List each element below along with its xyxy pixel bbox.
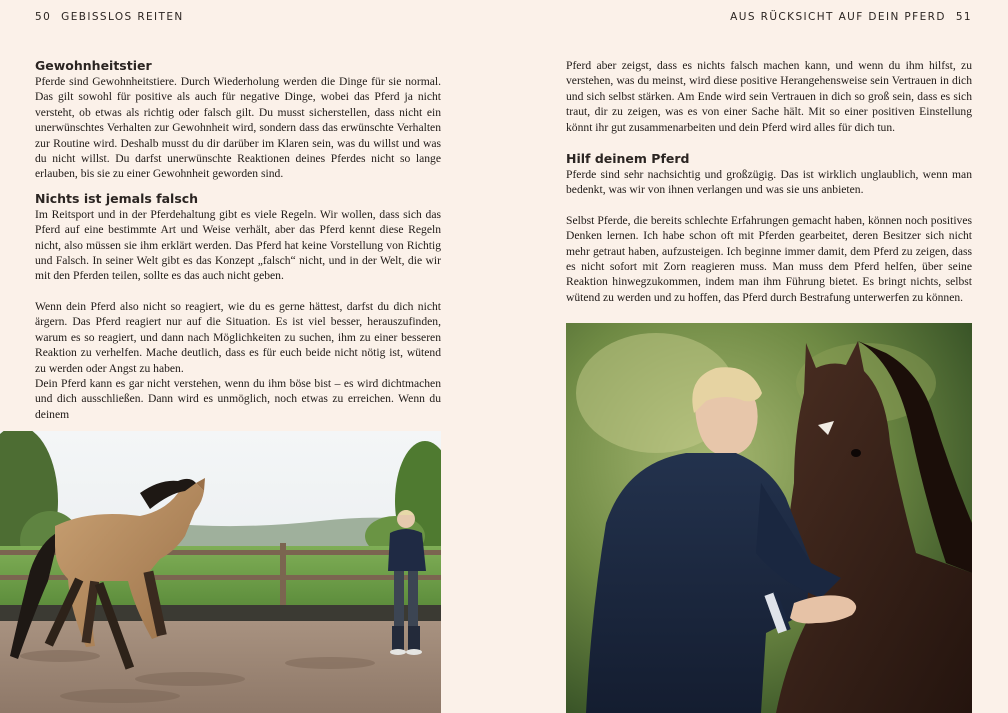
right-running-head: [730, 11, 972, 23]
paragraph: Wenn dein Pferd also nicht so reagiert, wie du es gerne hättest, darfst du dich nicht ärgern. Das Pferd reagiert nur auf die Situation. Es ist viel besser, herauszufinden, warum es so reagiert, und dann nach Möglichkeiten zu suchen, ihm zu einer besseren Reaktion zu verhelfen. Mache deutlich, dass es für euch beide nicht nötig ist, wütend zu werden oder Angst zu haben.: [35, 299, 441, 375]
section-heading-nichts-ist-jemals-falsch: Nichts ist jemals falsch: [35, 190, 199, 206]
left-running-title: GEBISSLOS REITEN: [61, 11, 184, 23]
paragraph: Pferde sind Gewohnheitstiere. Durch Wiederholung werden die Dinge für sie normal. Das gilt sowohl für positive als auch für negative Dinge, wobei das Pferd ja nicht versteht, ob etwas als richtig oder falsch gilt. Du musst sicherstellen, dass nicht ein unerwünschtes Verhalten zur Gewohnheit wird, sondern dass das erwünschte Verhalten zur Routine wird. Deshalb musst du dir darüber im Klaren sein, was du willst und was du nicht willst. Du darfst unerwünschte Reaktionen deines Pferdes nicht so lange erlauben, bis sie zu einer Gewohnheit geworden sind.: [35, 75, 441, 181]
photo-horse-in-arena: [0, 431, 441, 713]
paragraph: Pferde sind sehr nachsichtig und großzügig. Das ist wirklich unglaublich, wenn man bedenkt, was wir von ihnen verlangen und was sie uns anbieten.: [566, 168, 972, 197]
photo-rider-with-horse: [566, 323, 972, 713]
section-heading-gewohnheitstier: Gewohnheitstier: [35, 58, 152, 73]
section-heading-hilf-deinem-pferd: Hilf deinem Pferd: [566, 151, 690, 167]
paragraph: Pferd aber zeigst, dass es nichts falsch machen kann, und wenn du ihm hilfst, zu verstehen, was du meinst, wird diese positive Herangehensweise sein Vertrauen in dich und sich selbst stärken. Am Ende wird sein Vertrauen in dich so groß sein, dass es sich traut, dir zu zeigen, was es von einer Sache hält. Mit so einer positiven Einstellung könnt ihr gut zusammenarbeiten und dein Pferd wird alles für dich tun.: [566, 59, 972, 134]
paragraph: Dein Pferd kann es gar nicht verstehen, wenn du ihm böse bist – es wird dichtmachen und dich ausschließen. Dann wird es unmöglich, noch etwas zu erreichen. Wenn du deinem: [35, 376, 441, 421]
left-text-block: [35, 57, 441, 422]
paragraph: Selbst Pferde, die bereits schlechte Erfahrungen gemacht haben, können noch positives Denken lernen. Ich habe schon oft mit Pferden gearbeitet, deren Besitzer sich nicht mehr getraut haben, aufzusteigen. Ich beginne immer damit, dem Pferd zu zeigen, dass es nicht sofort mit Zorn reagieren muss. Man muss dem Pferd helfen, über seine Reaktion hinwegzukommen, indem man ihm Führung bietet. Es bringt nichts, selbst wütend zu werden und zu hoffen, das Pferd durch Bestrafung unterwerfen zu können.: [566, 213, 972, 304]
right-page-number: 51: [955, 11, 972, 23]
left-running-head: [35, 11, 184, 23]
left-page-number: 50: [35, 11, 52, 23]
right-text-block: [566, 58, 972, 305]
right-page: [504, 0, 1008, 713]
paragraph: Im Reitsport und in der Pferdehaltung gibt es viele Regeln. Wir wollen, dass sich das Pferd auf eine bestimmte Art und Weise verhält, aber das Pferd kennt diese Regeln nicht, also müssen sie ihm erklärt werden. Das Pferd hat keine Vorstellung von Richtig und Falsch. In seiner Welt gibt es das Konzept „falsch“ nicht, und in der Welt, die wir mit den Pferden teilen, sollte es das auch nicht geben.: [35, 207, 441, 283]
right-running-title: AUS RÜCKSICHT AUF DEIN PFERD: [730, 11, 946, 23]
